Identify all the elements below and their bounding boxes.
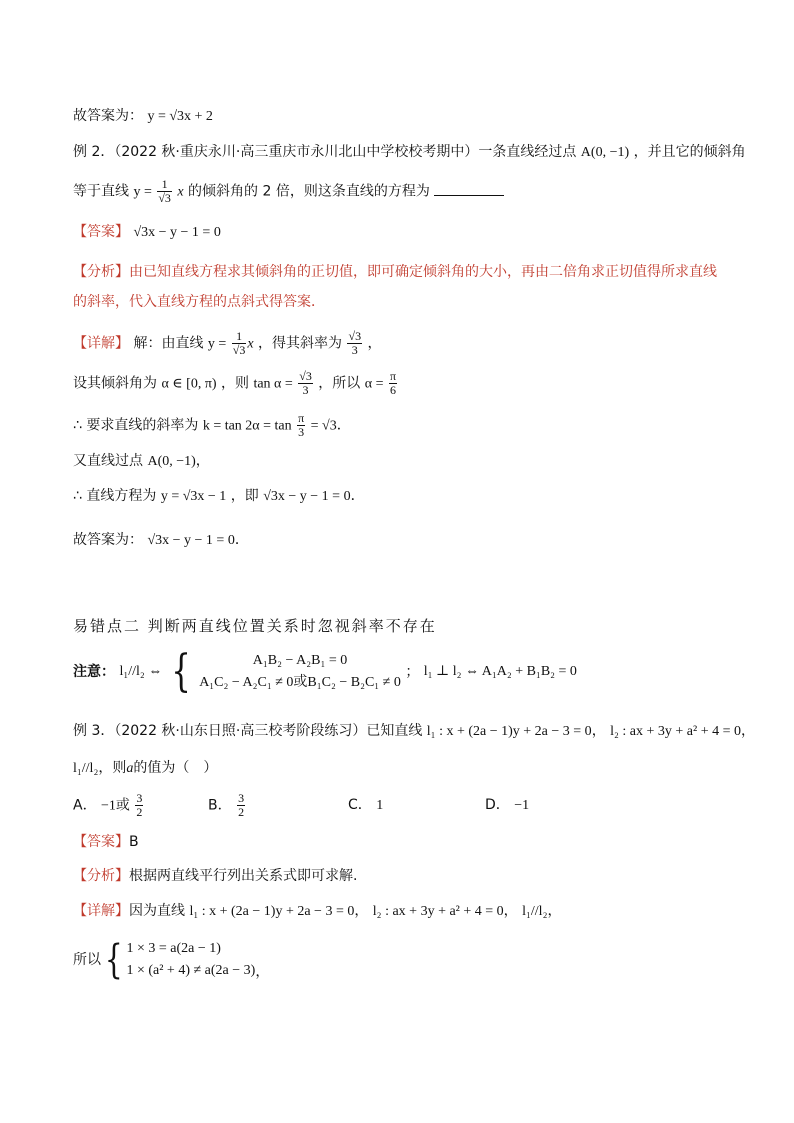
example-2-line-1	[73, 142, 746, 163]
left-brace: {	[104, 937, 123, 983]
comma: ，	[195, 453, 210, 469]
case-1: A₁B₂ − A₂B₁ = 0	[252, 653, 348, 668]
detail-2-line-5	[73, 486, 365, 507]
analysis-2-text-1: 由已知直线方程求其倾斜角的正切值，即可确定倾斜角的大小，再由二倍角求正切值得所求直线	[129, 264, 717, 280]
case-2: 1 × (a² + 4) ≠ a(2a − 3)	[126, 963, 256, 978]
question-text: 的值为（ ）	[133, 760, 218, 776]
detail-3-line-1	[73, 901, 561, 922]
case-1: 1 × 3 = a(2a − 1)	[126, 941, 221, 956]
case-2: A₁C₂ − A₂C₁ ≠ 0或B₁C₂ − B₂C₁ ≠ 0	[199, 675, 401, 690]
period: ．	[336, 417, 351, 434]
detail-2-y: y =	[207, 336, 227, 352]
detail-2-l2-b: ，则	[221, 375, 249, 392]
alpha-range: α ∈ [0, π)	[161, 376, 217, 392]
detail-2-a: 解：由直线	[133, 335, 204, 352]
section-title: 易错点二 判断两直线位置关系时忽视斜率不存在	[73, 617, 437, 635]
frac-den: 2	[136, 805, 143, 819]
detail-2-l5-b: ，即	[230, 488, 259, 504]
note-line	[73, 646, 577, 700]
note-label: 注意：	[73, 664, 115, 680]
analysis-tag: 【分析】	[73, 868, 129, 884]
example-2-line-2	[73, 178, 504, 205]
var-a: a	[126, 761, 134, 776]
analysis-2-text-2: 的斜率，代入直线方程的点斜式得答案．	[73, 294, 325, 310]
comma: ，	[591, 723, 606, 739]
fraction-1-over-sqrt3	[232, 330, 247, 357]
detail-2-b: ，得其斜率为	[258, 335, 343, 352]
then-text: ，则	[98, 760, 127, 776]
frac-num: √3	[299, 369, 312, 383]
frac-num: π	[389, 369, 396, 383]
example-3-line-1	[73, 721, 755, 742]
answer-blank	[434, 181, 504, 196]
alpha-eq: α =	[364, 376, 384, 392]
system-cases	[126, 938, 255, 982]
detail-2-l4: 又直线过点	[73, 453, 143, 469]
example-2-label: 例 2．（2022 秋·重庆永川·高三重庆市永川北山中学校校考期中）一条直线经过点	[73, 144, 577, 160]
answer-tag: 【答案】	[73, 224, 129, 240]
detail-2-line-6	[73, 530, 249, 551]
option-D[interactable]	[485, 795, 529, 816]
comma: ，	[354, 903, 369, 919]
option-B-label: B．	[208, 797, 232, 814]
frac-num: 1	[232, 330, 247, 344]
option-D-text: −1	[514, 798, 530, 813]
comma: ，	[503, 903, 518, 919]
answer-line-1	[73, 106, 213, 127]
option-C[interactable]	[348, 795, 383, 816]
note-lhs: l₁//l₂ ⇔	[119, 664, 163, 679]
detail-2-l2-a: 设其倾斜角为	[73, 375, 157, 392]
example-3-l2: l₂ : ax + 3y + a² + 4 = 0	[610, 724, 742, 739]
detail-3-l1: l₁ : x + (2a − 1)y + 2a − 3 = 0	[189, 904, 355, 919]
analysis-3-text: 根据两直线平行列出关系式即可求解.	[129, 868, 358, 884]
detail-2-line-4	[73, 451, 210, 472]
frac-num: √3	[348, 329, 362, 343]
frac-den: 6	[389, 383, 396, 397]
fraction-3-over-2	[135, 792, 143, 819]
example-3-l1: l₁ : x + (2a − 1)y + 2a − 3 = 0	[426, 724, 592, 739]
answer-2-math: √3x − y − 1 = 0	[133, 225, 221, 240]
answer-3-text: B	[129, 834, 139, 850]
analysis-2-line-2	[73, 292, 325, 312]
detail-tag: 【详解】	[73, 903, 129, 919]
detail-3-l2: l₂ : ax + 3y + a² + 4 = 0	[372, 904, 504, 919]
frac-den: 3	[351, 343, 358, 357]
example-2-line2-a: 等于直线	[73, 183, 129, 200]
period: ．	[234, 532, 249, 548]
frac-den: 2	[238, 805, 245, 819]
option-A-text: −1或	[101, 798, 130, 814]
option-C-label: C．	[348, 797, 372, 813]
option-B[interactable]	[208, 792, 246, 819]
option-A[interactable]	[73, 792, 144, 819]
fraction-sqrt3-over-3	[347, 330, 362, 357]
slope-result: = √3	[310, 418, 337, 434]
detail-3-a: 因为直线	[129, 903, 185, 919]
note-cases	[199, 650, 401, 694]
detail-2-line-3	[73, 412, 351, 439]
detail-3-cases	[73, 938, 269, 988]
answer-3	[73, 832, 139, 852]
fraction-3-over-2	[237, 792, 245, 819]
option-C-text: 1	[376, 798, 384, 813]
line-eq-2: √3x − y − 1 = 0	[263, 489, 351, 504]
option-A-label: A．	[73, 797, 97, 814]
example-2-point: A(0, −1)	[580, 145, 630, 160]
comma: ，	[741, 723, 756, 739]
so-text: 所以	[73, 952, 101, 968]
detail-2-l6-a: 故答案为：	[73, 532, 143, 548]
frac-num: 1	[157, 178, 172, 192]
fraction-pi-over-3	[297, 412, 305, 439]
note-perp: l₁ ⊥ l₂ ⇔ A₁A₂ + B₁B₂ = 0	[423, 664, 577, 679]
example-2-y: y =	[133, 184, 152, 200]
option-D-label: D．	[485, 797, 510, 813]
answer-math: y = √3x + 2	[147, 109, 213, 124]
frac-den: √3	[158, 191, 171, 205]
answer-tag: 【答案】	[73, 834, 129, 850]
example-2-line2-after: 的倾斜角的 2 倍，则这条直线的方程为	[188, 183, 430, 200]
example-3-line-2	[73, 758, 217, 779]
final-answer-2: √3x − y − 1 = 0	[147, 533, 235, 548]
answer-2	[73, 222, 221, 243]
answer-prefix: 故答案为：	[73, 108, 143, 124]
fraction-1-over-sqrt3	[157, 178, 172, 205]
fraction-sqrt3-over-3	[298, 370, 313, 397]
frac-den: 3	[302, 383, 309, 397]
detail-2-line-2	[73, 370, 398, 397]
left-brace: {	[170, 646, 191, 697]
line-eq-1: y = √3x − 1	[160, 489, 227, 504]
x-var: x	[247, 336, 254, 352]
x-var: x	[177, 184, 184, 200]
frac-num: 3	[136, 791, 143, 805]
analysis-tag: 【分析】	[73, 264, 129, 280]
example-2-tail: ，并且它的倾斜角	[633, 144, 746, 160]
detail-2-l2-c: ，所以	[318, 375, 361, 392]
detail-tag: 【详解】	[73, 335, 129, 352]
slope-k: k = tan 2α = tan	[202, 418, 292, 434]
parallel-cond: l₁//l₂	[73, 761, 99, 776]
detail-3-parallel: l₁//l₂	[522, 904, 548, 919]
period: ．	[350, 488, 365, 504]
fraction-pi-over-6	[389, 370, 397, 397]
frac-den: √3	[232, 343, 246, 357]
detail-2-l5-a: ∴ 直线方程为	[73, 488, 157, 504]
analysis-2-line-1	[73, 262, 717, 282]
frac-den: 3	[298, 425, 305, 439]
detail-2-l3-a: ∴ 要求直线的斜率为	[73, 417, 199, 434]
tan-alpha: tan α =	[253, 376, 293, 392]
frac-num: 3	[238, 791, 245, 805]
analysis-3	[73, 866, 357, 886]
detail-2-line-1	[73, 330, 382, 357]
point-A: A(0, −1)	[147, 454, 196, 469]
frac-num: π	[298, 411, 305, 425]
comma: ，	[255, 964, 270, 980]
example-3-label: 例 3．（2022 秋·山东日照·高三校考阶段练习）已知直线	[73, 723, 423, 739]
comma: ，	[547, 903, 562, 919]
detail-2-c: ，	[367, 335, 382, 352]
note-sep: ；	[405, 664, 420, 680]
